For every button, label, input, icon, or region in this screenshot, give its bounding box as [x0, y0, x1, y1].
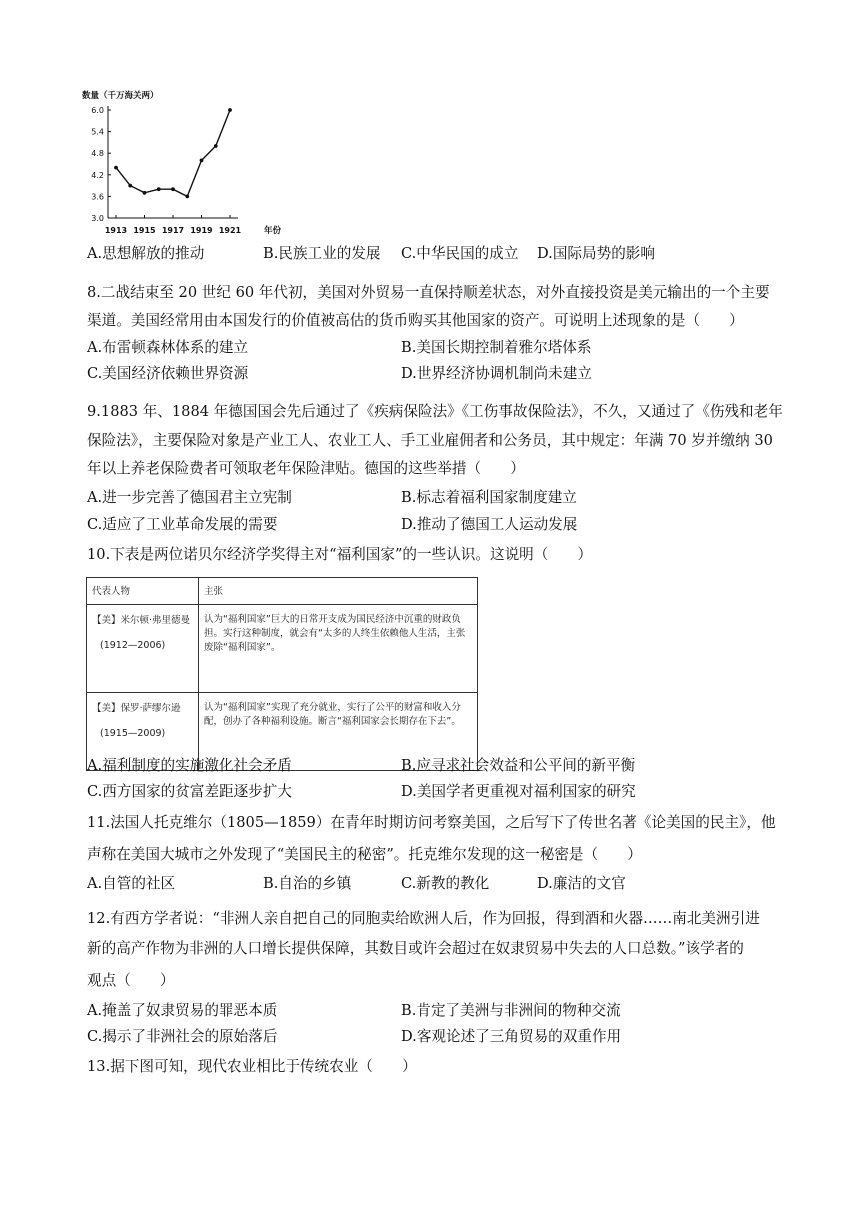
q9-option-c: C.适应了工业革命发展的需要	[87, 516, 278, 533]
q12-option-a: A.掩盖了奴隶贸易的罪恶本质	[87, 1002, 278, 1019]
data-point	[157, 187, 161, 191]
economist-years: (1915—2009)	[100, 728, 166, 739]
q12-stem-line-2: 新的高产作物为非洲的人口增长提供保障，其数目或许会超过在奴隶贸易中失去的人口总数。”该学者的	[87, 940, 744, 957]
q11-stem-line-2: 声称在美国大城市之外发现了“美国民主的秘密”。托克维尔发现的这一秘密是（ ）	[87, 846, 642, 863]
q12-option-b: B.肯定了美洲与非洲间的物种交流	[401, 1002, 621, 1019]
q10-option-a: A.福利制度的实施激化社会矛盾	[87, 757, 292, 774]
series-line	[116, 110, 230, 196]
y-tick-label: 4.8	[91, 149, 104, 159]
q12-stem-line-3: 观点（ ）	[87, 972, 175, 989]
q11-stem-line-1: 11.法国人托克维尔（1805—1859）在青年时期访问考察美国，之后写下了传世名著《论美国的民主》，他	[87, 814, 776, 831]
q9-option-d: D.推动了德国工人运动发展	[401, 516, 578, 533]
q9-stem-line-1: 9.1883 年、1884 年德国国会先后通过了《疾病保险法》《工伤事故保险法》，不久，又通过了《伤残和老年	[87, 403, 783, 420]
q7-option-b: B.民族工业的发展	[263, 245, 381, 262]
economist-name: 【美】米尔顿·弗里德曼	[92, 615, 191, 626]
data-point	[171, 187, 175, 191]
q8-option-a: A.布雷顿森林体系的建立	[87, 339, 249, 356]
q11-option-d: D.廉洁的文官	[537, 875, 626, 892]
table-header-row	[87, 578, 478, 605]
q7-option-a: A.思想解放的推动	[87, 245, 205, 262]
q7-option-c: C.中华民国的成立	[401, 245, 519, 262]
q9-option-a: A.进一步完善了德国君主立宪制	[87, 489, 292, 506]
q8-option-c: C.美国经济依赖世界资源	[87, 365, 249, 382]
table-header-cell: 主张	[199, 578, 478, 605]
q10-stem: 10.下表是两位诺贝尔经济学奖得主对“福利国家”的一些认识。这说明（ ）	[87, 546, 593, 563]
q12-option-d: D.客观论述了三角贸易的双重作用	[401, 1028, 622, 1045]
x-tick-label: 1921	[218, 226, 242, 235]
y-axis-label: 数量（千万海关两）	[82, 91, 159, 101]
q8-option-b: B.美国长期控制着雅尔塔体系	[401, 339, 592, 356]
q10-option-b: B.应寻求社会效益和公平间的新平衡	[401, 757, 636, 774]
q8-option-d: D.世界经济协调机制尚未建立	[401, 365, 592, 382]
x-tick-label: 1915	[133, 226, 156, 235]
q10-option-c: C.西方国家的贫富差距逐步扩大	[87, 783, 293, 800]
y-tick-label: 5.4	[91, 127, 104, 137]
q8-stem-line-2: 渠道。美国经常用由本国发行的价值被高估的货币购买其他国家的资产。可说明上述现象的是（ ）	[87, 312, 744, 329]
q12-stem-line-1: 12.有西方学者说：“非洲人亲自把自己的同胞卖给欧洲人后，作为回报，得到酒和火器……南北美洲引进	[87, 910, 760, 927]
economist-name: 【美】保罗·萨缪尔逊	[92, 703, 181, 714]
data-point	[114, 166, 118, 170]
x-axis-label: 年份	[264, 226, 282, 236]
table-cell-view: 认为“福利国家”巨大的日常开支成为国民经济中沉重的财政负担。实行这种制度，就会有“太多的人终生依赖他人生活，主张废除“福利国家”。	[199, 605, 478, 693]
data-point	[214, 144, 218, 148]
economist-years: (1912—2006)	[100, 640, 166, 651]
table-cell-representative	[87, 605, 199, 693]
q7-option-d: D.国际局势的影响	[537, 245, 655, 262]
table-row	[87, 605, 478, 693]
q9-stem-line-2: 保险法》，主要保险对象是产业工人、农业工人、手工业雇佣者和公务员，其中规定：年满 70 岁并缴纳 30	[87, 432, 773, 449]
q12-option-c: C.揭示了非洲社会的原始落后	[87, 1028, 278, 1045]
q10-option-d: D.美国学者更重视对福利国家的研究	[401, 783, 636, 800]
y-tick-label: 3.0	[91, 214, 104, 223]
x-tick-label: 1917	[161, 226, 185, 235]
q9-option-b: B.标志着福利国家制度建立	[401, 489, 577, 506]
data-point	[128, 184, 132, 188]
x-tick-label: 1919	[190, 226, 213, 235]
trade-volume-line-chart	[78, 86, 298, 236]
x-tick-label: 1913	[104, 226, 128, 235]
q11-option-c: C.新教的教化	[401, 875, 490, 892]
table-header-cell: 代表人物	[87, 578, 199, 605]
data-point	[143, 191, 147, 195]
q8-stem-line-1: 8.二战结束至 20 世纪 60 年代初，美国对外贸易一直保持顺差状态，对外直接投资是美元输出的一个主要	[87, 284, 770, 301]
y-tick-label: 3.6	[91, 192, 104, 202]
q11-option-b: B.自治的乡镇	[263, 875, 352, 892]
q13-stem: 13.据下图可知，现代农业相比于传统农业（ ）	[87, 1058, 417, 1075]
data-point	[200, 159, 204, 163]
y-tick-label: 4.2	[91, 170, 104, 180]
economists-views-table	[86, 577, 478, 771]
q9-stem-line-3: 年以上养老保险费者可领取老年保险津贴。德国的这些举措（ ）	[87, 460, 525, 477]
table-cell-view: 认为“福利国家”实现了充分就业，实行了公平的财富和收入分配，创办了各种福利设施。断言“福利国家会长期存在下去”。	[199, 693, 478, 771]
data-point	[185, 195, 189, 199]
y-tick-label: 6.0	[91, 106, 104, 115]
q11-option-a: A.自管的社区	[87, 875, 176, 892]
data-point	[228, 108, 232, 112]
